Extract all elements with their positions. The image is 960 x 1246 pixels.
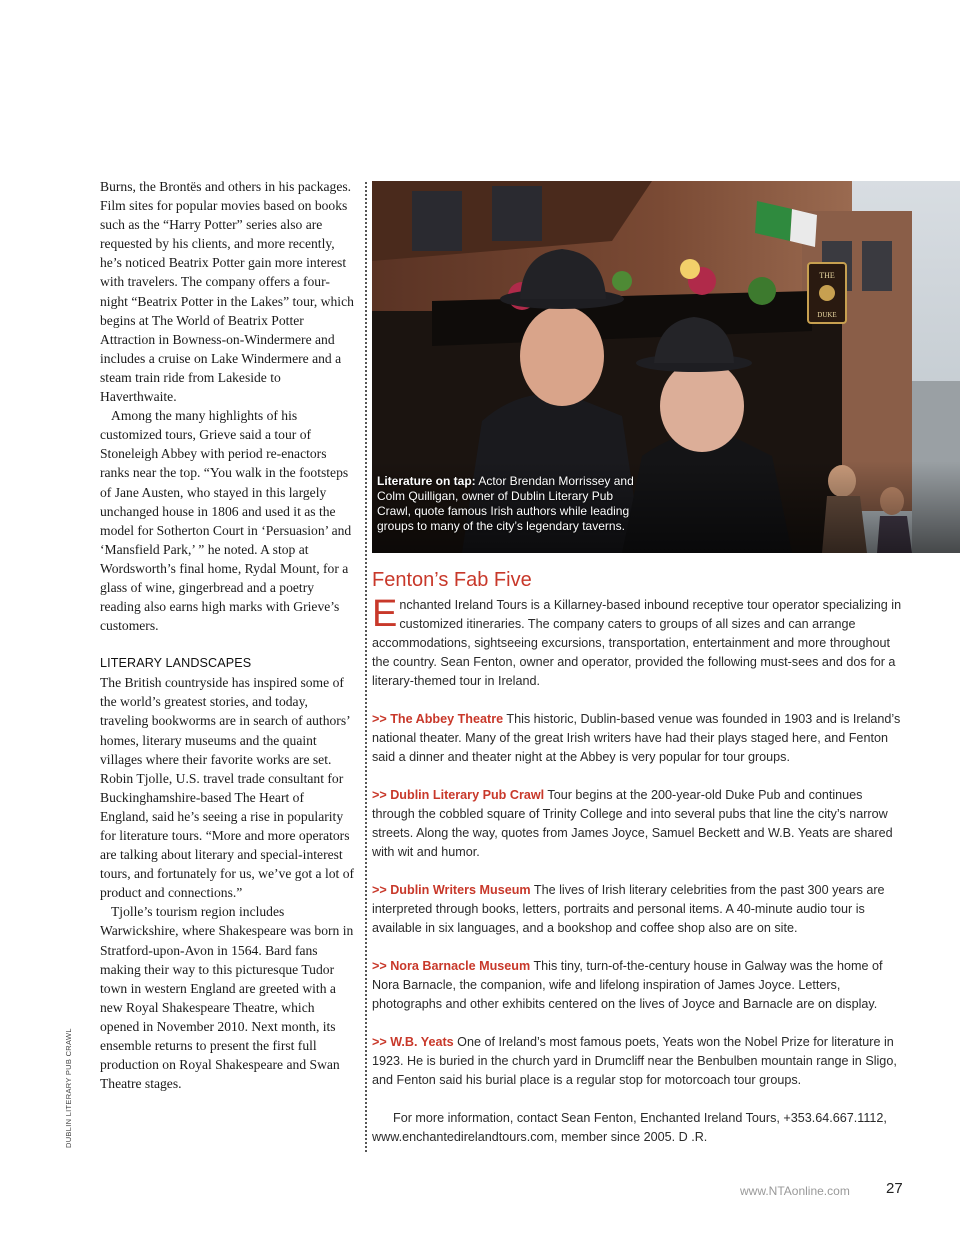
entry-wb-yeats (372, 1033, 904, 1090)
entry-lead: >> The Abbey Theatre (372, 712, 504, 726)
entry-lead: >> Dublin Writers Museum (372, 883, 531, 897)
left-paragraph-1: Burns, the Brontës and others in his packages. Film sites for popular movies based on books such as the “Harry Potter” series also are requested by his clients, and more recently, he’s noticed Beatrix Potter gain more interest with travelers. The company offers a four-night “Beatrix Potter in the Lakes” tour, which begins at The World of Beatrix Potter Attraction in Bowness-on-Windermere and includes a cruise on Lake Windermere and a steam train ride from Lakeside to Haverthwaite. (100, 179, 354, 405)
photo-caption (377, 474, 639, 534)
entry-lead: >> W.B. Yeats (372, 1035, 454, 1049)
entry-text: The lives of Irish literary celebrities from the past 300 years are interpreted through books, letters, portraits and personal items. A 40-minute audio tour is available in six languages, and a bookshop and coffee shop also are on site. (372, 883, 885, 935)
feature-title: Fenton’s Fab Five (372, 569, 532, 591)
photo-credit: DUBLIN LITERARY PUB CRAWL (64, 1028, 73, 1148)
page-number: 27 (886, 1180, 903, 1197)
left-column (100, 177, 356, 1093)
entry-text: This tiny, turn-of-the-century house in Galway was the home of Nora Barnacle, the companion, wife and lifelong inspiration of James Joyce. Letters, photographs and other exhibits centered on the lives of Joyce and Barnacle are on display. (372, 959, 883, 1011)
footer-url[interactable]: www.NTAonline.com (740, 1184, 850, 1198)
left-paragraph-3: The British countryside has inspired some of the world’s greatest stories, and today, traveling bookworms are in search of authors’ homes, literary museums and the quaint villages where their favorite works are set. Robin Tjolle, U.S. travel trade consultant for Buckinghamshire-based The Heart of England, said he’s seeing a rise in popularity for literature tours. “More and more operators are talking about literary and special-interest tours, and fortunately for us, we’ve got a lot of product and connections.” (100, 675, 355, 901)
pub-sign-top: THE (819, 271, 835, 280)
entry-lead: >> Nora Barnacle Museum (372, 959, 531, 973)
column-divider (365, 182, 367, 1152)
entry-text: Tour begins at the 200-year-old Duke Pub and continues through the cobbled square of Trinity College and into several pubs that line the city’s narrow streets. Along the way, quotes from James Joyce, Samuel Beckett and W.B. Yeats are shared with wit and humor. (372, 788, 893, 859)
entry-text: This historic, Dublin-based venue was founded in 1903 and is Ireland’s national theater. Many of the great Irish writers have had their plays staged here, and Fenton said a dinner and theater night at the Abbey is very popular for tour groups. (372, 712, 901, 764)
entry-lead: >> Dublin Literary Pub Crawl (372, 788, 545, 802)
feature-intro (372, 593, 904, 691)
feature-box (372, 566, 904, 1147)
left-paragraph-4: Tjolle’s tourism region includes Warwickshire, where Shakespeare was born in Stratford-upon-Avon in 1564. Bard fans making their way to this picturesque Tudor town in western England are greeted with a new Royal Shakespeare Theatre, which opened in November 2010. Next month, its ensemble returns to present the first full production on Royal Shakespeare and Swan Theatre stages. (100, 904, 354, 1092)
left-paragraph-2: Among the many highlights of his customized tours, Grieve said a tour of Stoneleigh Abbey with period re-enactors ranks near the top. “You walk in the footsteps of Jane Austen, who stayed in this largely unchanged house in 1806 and used it as the model for Sotherton Court in ‘Persuasion’ and ‘Mansfield Park,’ ” he noted. A stop at Wordsworth’s final home, Rydal Mount, for a glass of wine, gingerbread and a poetry reading also earns high marks with Grieve’s customers. (100, 408, 352, 634)
caption-text: Actor Brendan Morrissey and Colm Quilligan, owner of Dublin Literary Pub Crawl, quote famous Irish authors while leading groups to many of the city’s legendary taverns. (377, 474, 634, 533)
entry-text: One of Ireland’s most famous poets, Yeats won the Nobel Prize for literature in 1923. He is buried in the church yard in Drumcliff near the Benbulben mountain range in Sligo, and Fenton said his burial place is a regular stop for motorcoach tour groups. (372, 1035, 897, 1087)
entry-nora-barnacle (372, 957, 904, 1014)
feature-intro-text: nchanted Ireland Tours is a Killarney-based inbound receptive tour operator specializing in customized itineraries. The company caters to groups of all sizes and can arrange accommodations, sightseeing excursions, transportation, entertainment and more throughout the country. Sean Fenton, owner and operator, provided the following must-sees and dos for a literary-themed tour in Ireland. (372, 598, 902, 688)
drop-cap: E (372, 593, 398, 635)
entry-writers-museum (372, 881, 904, 938)
caption-lead: Literature on tap: (377, 474, 476, 488)
entry-pub-crawl (372, 786, 904, 862)
section-heading: LITERARY LANDSCAPES (100, 656, 252, 671)
contact-info: For more information, contact Sean Fenton, Enchanted Ireland Tours, +353.64.667.1112, www.enchantedirelandtours.com, member since 2005. D .R. (372, 1111, 887, 1144)
entry-abbey-theatre (372, 710, 904, 767)
pub-sign-bottom: DUKE (817, 311, 837, 319)
